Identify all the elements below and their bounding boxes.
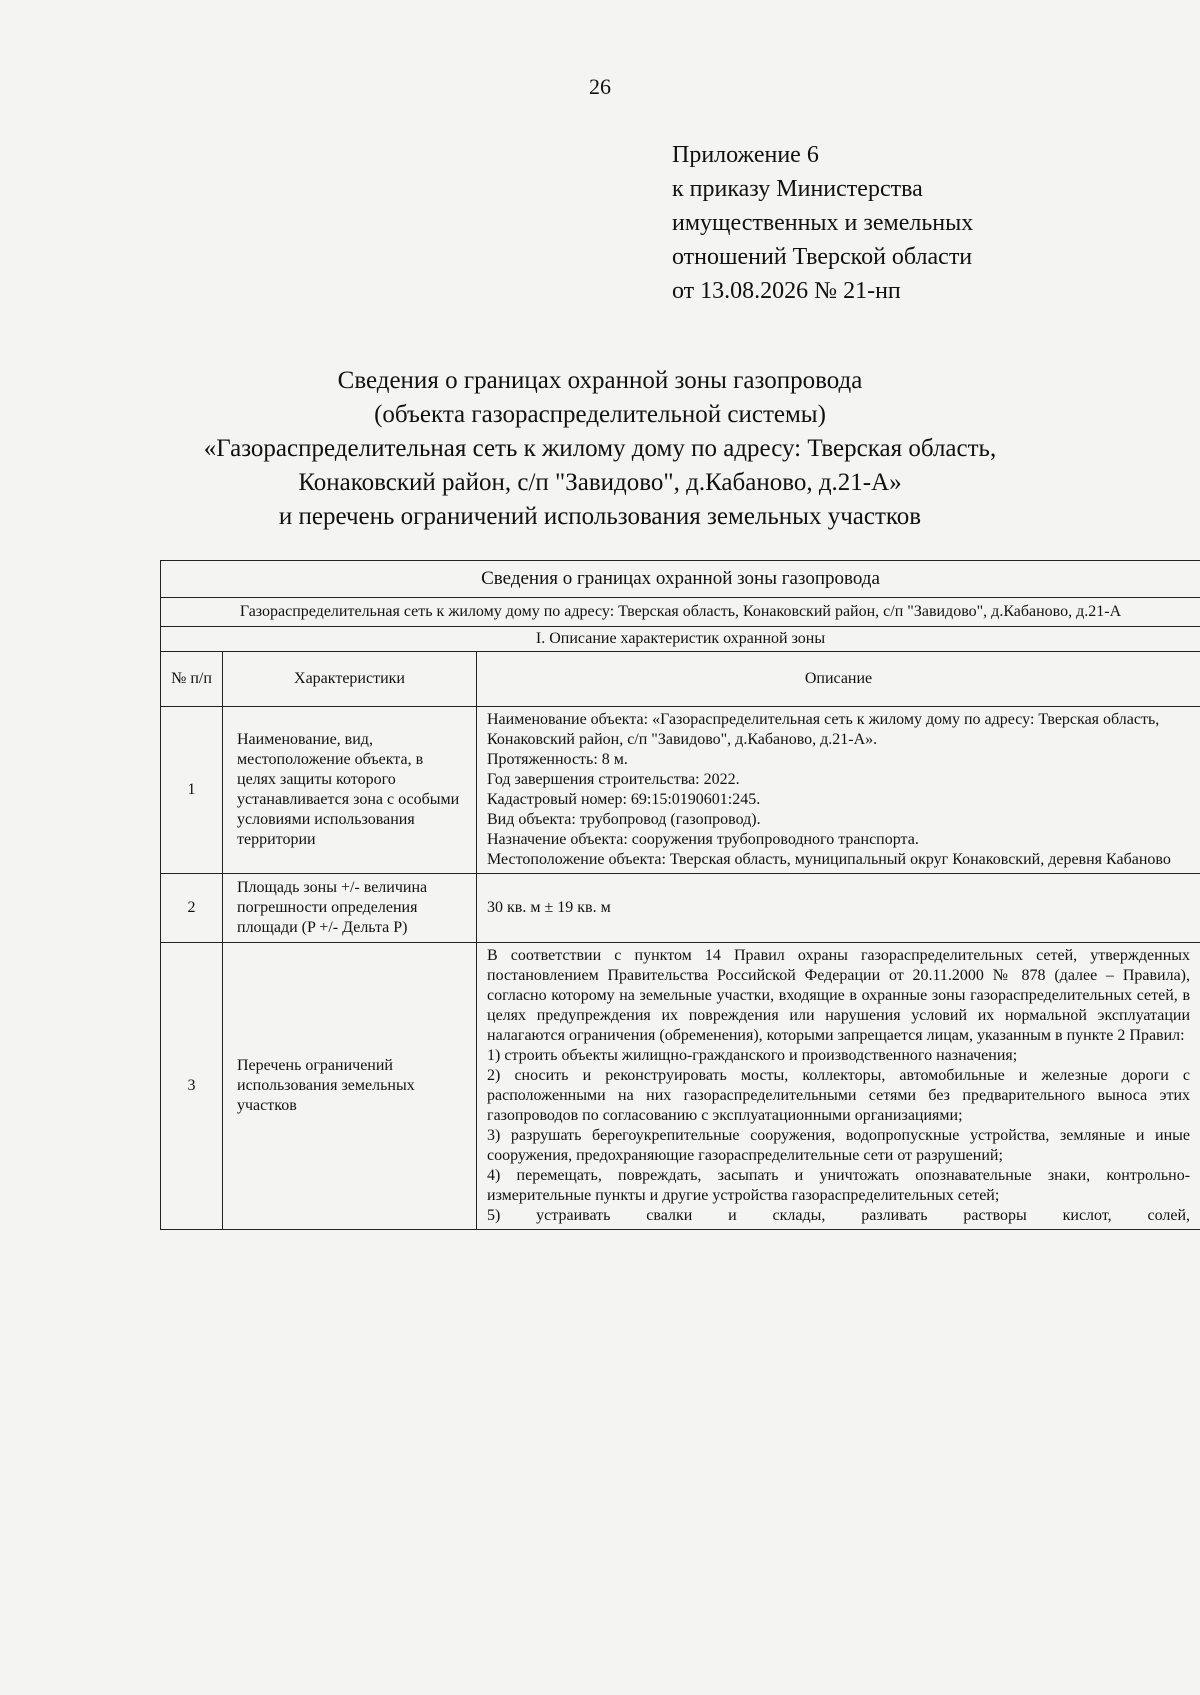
- zone-info-table: [160, 560, 1200, 1230]
- table-header-row: [161, 561, 1200, 598]
- description-line: Кадастровый номер: 69:15:0190601:245.: [487, 791, 761, 808]
- description-line: Протяженность: 8 м.: [487, 751, 628, 768]
- description-line: Вид объекта: трубопровод (газопровод).: [487, 811, 761, 828]
- row-description: [477, 874, 1200, 943]
- row-characteristic: Площадь зоны +/- величина погрешности определения площади (P +/- Дельта P): [223, 874, 477, 943]
- table-row: [161, 943, 1200, 1230]
- description-line: Назначение объекта: сооружения трубопроводного транспорта.: [487, 831, 919, 848]
- description-line: 5) устраивать свалки и склады, разливать растворы кислот, солей,: [487, 1207, 1191, 1224]
- table-object-header: Газораспределительная сеть к жилому дому по адресу: Тверская область, Конаковский район, с/п "Завидово", д.Кабаново, д.21-А: [161, 598, 1200, 627]
- description-line: 2) сносить и реконструировать мосты, коллекторы, автомобильные и железные дороги с расположенными на них газораспределительными сетями без предварительного выноса этих газопроводов по согласованию с эксплуатационными организациями;: [487, 1067, 1191, 1124]
- description-line: 4) перемещать, повреждать, засыпать и уничтожать опознавательные знаки, контрольно-измерительные пункты и другие устройства газораспределительных сетей;: [487, 1167, 1191, 1204]
- table-section-header: I. Описание характеристик охранной зоны: [161, 627, 1200, 652]
- row-characteristic: Наименование, вид, местоположение объекта, в целях защиты которого устанавливается зона с особыми условиями использования территории: [223, 707, 477, 874]
- col-char-header: Характеристики: [223, 652, 477, 707]
- description-line: 30 кв. м ± 19 кв. м: [487, 899, 611, 916]
- column-header-row: [161, 652, 1200, 707]
- title-line: (объекта газораспределительной системы): [374, 401, 826, 428]
- title-line: Сведения о границах охранной зоны газопровода: [337, 367, 863, 394]
- appendix-line: к приказу Министерства: [672, 176, 923, 202]
- title-line: и перечень ограничений использования земельных участков: [278, 503, 922, 530]
- appendix-block: [672, 138, 973, 308]
- row-description: [477, 943, 1200, 1230]
- row-number: 1: [161, 707, 223, 874]
- description-line: 3) разрушать берегоукрепительные сооружения, водопропускные устройства, земляные и иные сооружения, предохраняющие газораспределительные сети от разрушений;: [487, 1127, 1191, 1164]
- description-line: Год завершения строительства: 2022.: [487, 771, 740, 788]
- description-line: Наименование объекта: «Газораспределительная сеть к жилому дому по адресу: Тверская область, Конаковский район, с/п "Завидово", д.Кабаново, д.21-А».: [487, 711, 1160, 748]
- table-row: [161, 707, 1200, 874]
- appendix-line: от 13.08.2026 № 21-нп: [672, 278, 901, 304]
- row-number: 2: [161, 874, 223, 943]
- row-description: [477, 707, 1200, 874]
- page-number: 26: [589, 74, 611, 99]
- appendix-line: Приложение 6: [672, 142, 819, 168]
- appendix-line: имущественных и земельных: [672, 210, 974, 236]
- col-num-header: № п/п: [161, 652, 223, 707]
- document-title: [0, 364, 1200, 534]
- description-line: Местоположение объекта: Тверская область, муниципальный округ Конаковский, деревня Кабаново: [487, 851, 1171, 868]
- description-line: В соответствии с пунктом 14 Правил охраны газораспределительных сетей, утвержденных постановлением Правительства Российской Федерации от 20.11.2000 № 878 (далее – Правила), согласно которому на земельные участки, входящие в охранные зоны газораспределительных сетей, в целях предупреждения их повреждения или нарушения условий их нормальной эксплуатации налагаются ограничения (обременения), которыми запрещается лицам, указанным в пункте 2 Правил:: [487, 947, 1191, 1044]
- description-line: 1) строить объекты жилищно-гражданского и производственного назначения;: [487, 1047, 1018, 1064]
- appendix-line: отношений Тверской области: [672, 244, 973, 270]
- col-desc-header: Описание: [477, 652, 1200, 707]
- row-number: 3: [161, 943, 223, 1230]
- table-main-header: Сведения о границах охранной зоны газопровода: [161, 561, 1200, 598]
- table-header-row: [161, 598, 1200, 627]
- table-row: [161, 874, 1200, 943]
- title-line: «Газораспределительная сеть к жилому дому по адресу: Тверская область,: [203, 435, 997, 462]
- title-line: Конаковский район, с/п "Завидово", д.Кабаново, д.21-А»: [298, 469, 902, 496]
- row-characteristic: Перечень ограничений использования земельных участков: [223, 943, 477, 1230]
- table-header-row: [161, 627, 1200, 652]
